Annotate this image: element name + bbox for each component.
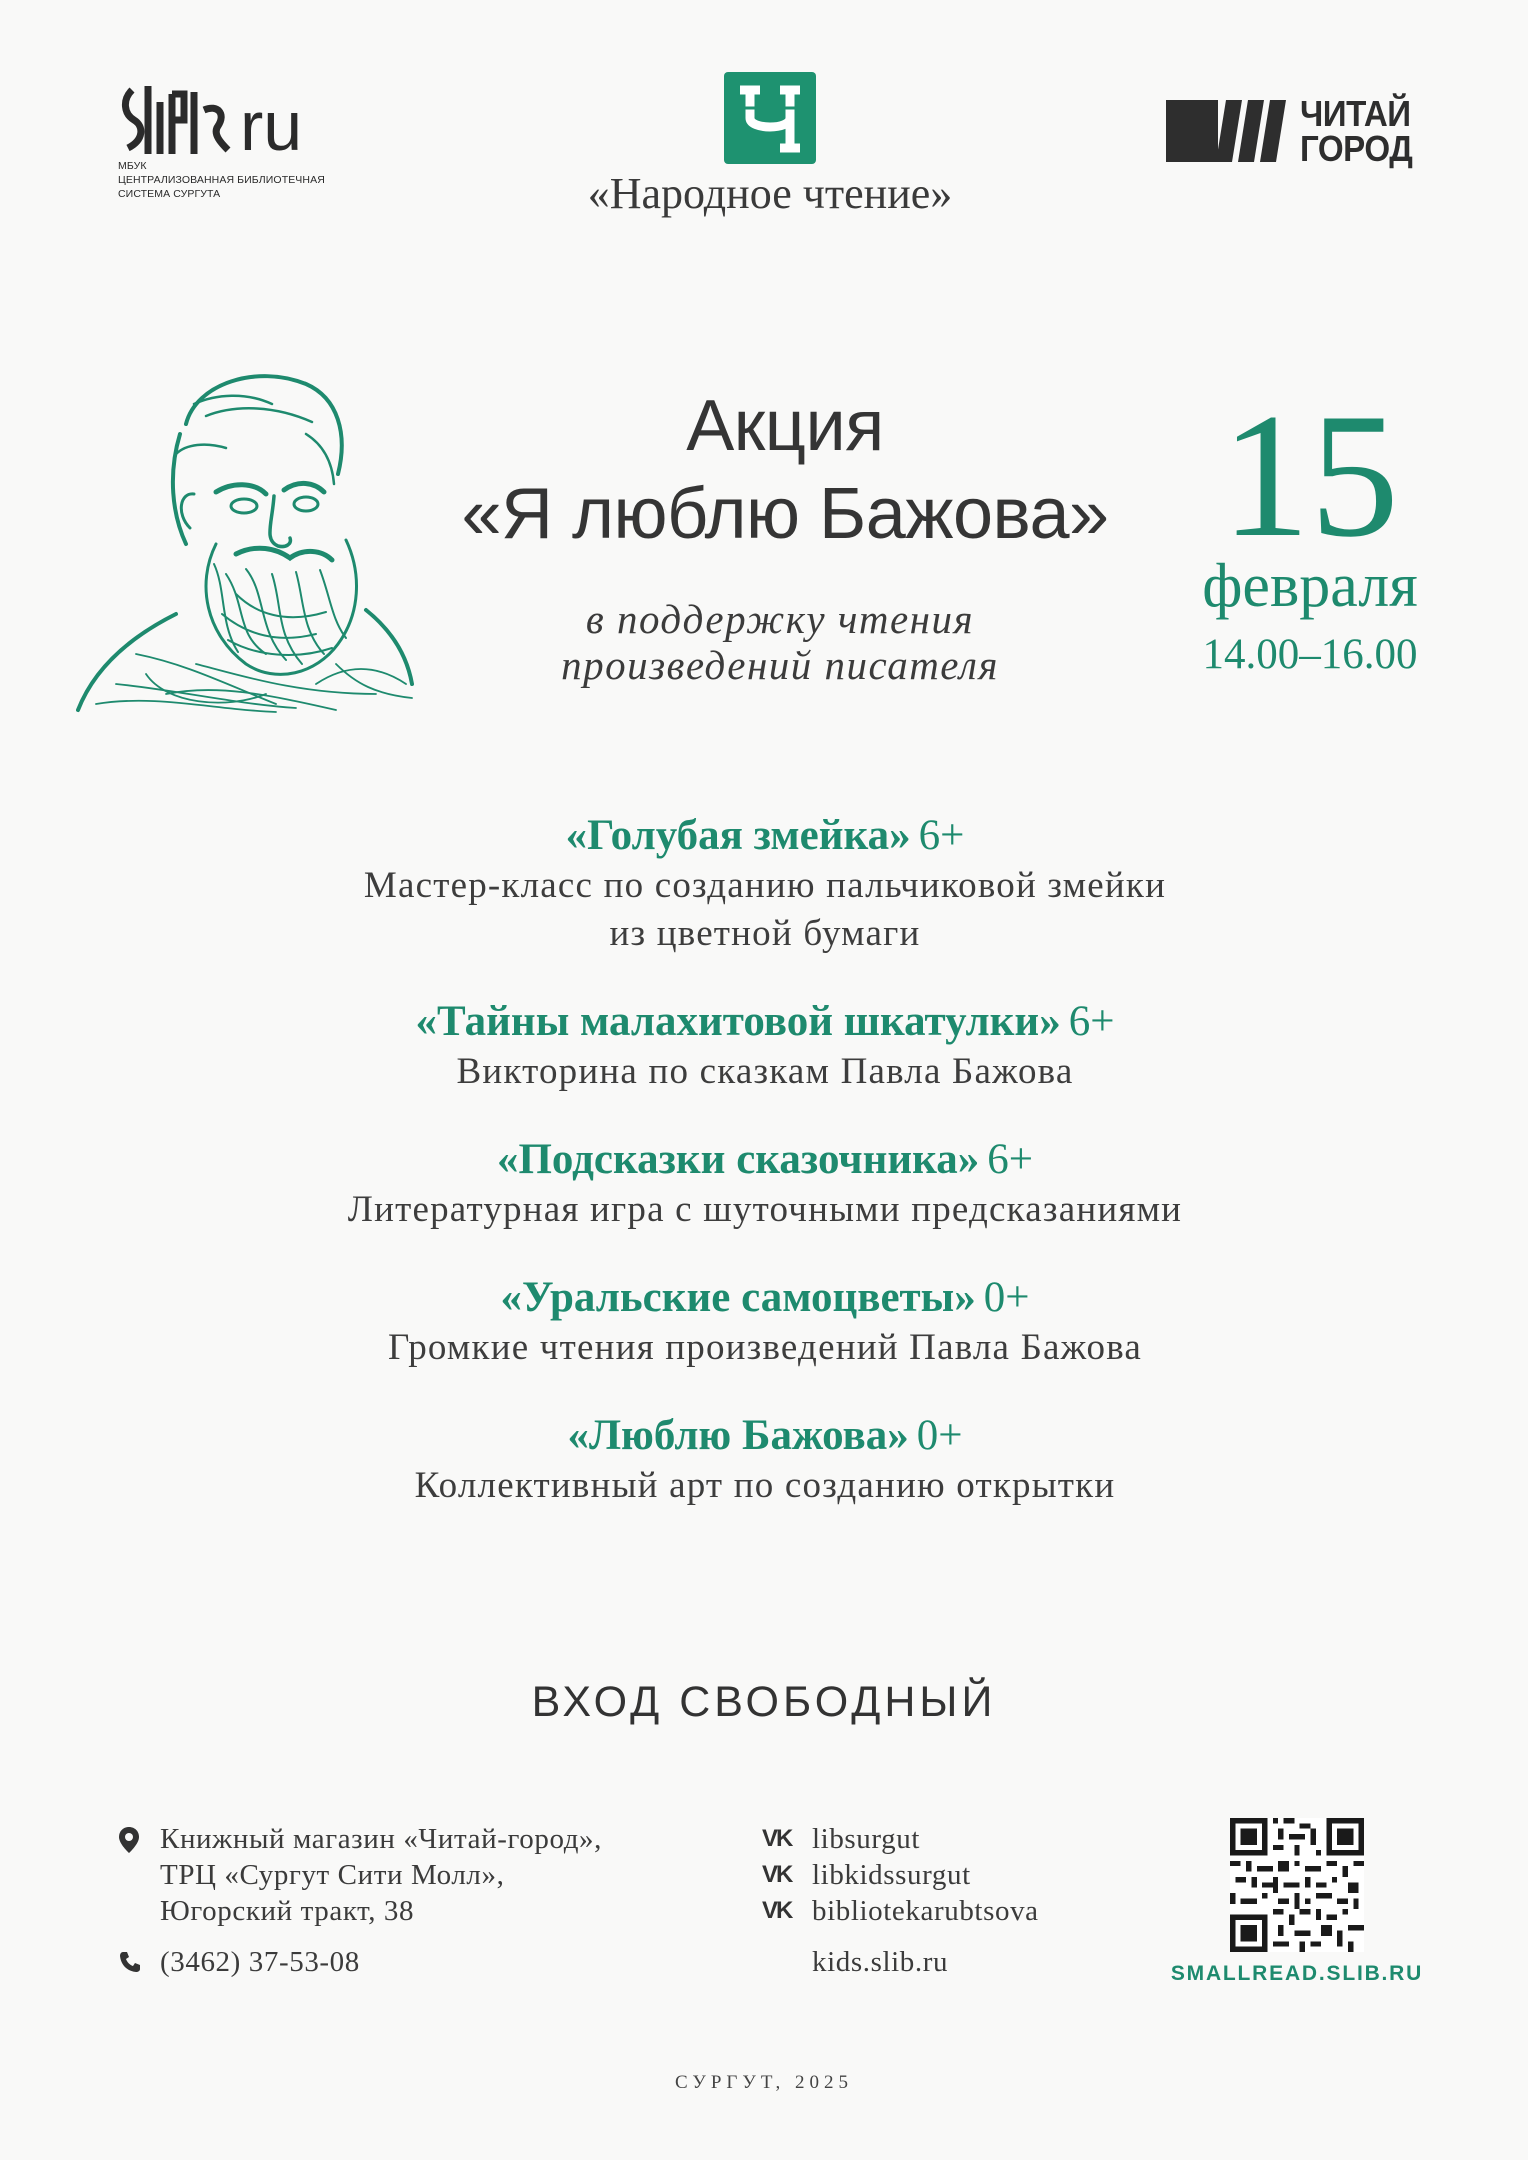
vk-icon: VK bbox=[762, 1825, 792, 1852]
address-line: Югорский тракт, 38 bbox=[160, 1895, 415, 1927]
program-item-desc: из цветной бумаги bbox=[609, 913, 921, 954]
event-subtitle-line1: в поддержку чтения bbox=[585, 596, 975, 642]
vk-link-row[interactable] bbox=[762, 1893, 1039, 1929]
vk-link[interactable]: bibliotekarubtsova bbox=[812, 1895, 1039, 1927]
program-item-desc: Громкие чтения произведений Павла Бажова bbox=[387, 1327, 1143, 1368]
slib-logo bbox=[118, 80, 363, 205]
event-day: 15 bbox=[1221, 376, 1399, 574]
age-rating: 6+ bbox=[918, 812, 965, 859]
event-title-line1: Акция bbox=[686, 386, 884, 466]
age-rating: 0+ bbox=[916, 1412, 963, 1459]
website-link[interactable]: kids.slib.ru bbox=[812, 1946, 949, 1978]
event-subtitle-line2: произведений писателя bbox=[561, 642, 999, 688]
vk-link-row[interactable] bbox=[762, 1857, 1039, 1893]
program-item bbox=[200, 1410, 1330, 1510]
bazhov-portrait bbox=[76, 364, 416, 716]
age-rating: 6+ bbox=[987, 1136, 1034, 1183]
event-month: февраля bbox=[1202, 552, 1418, 620]
slib-logo-mark bbox=[118, 80, 363, 158]
social-links bbox=[762, 1821, 1039, 1929]
project-logo bbox=[540, 72, 1000, 219]
program-list bbox=[200, 810, 1330, 1548]
free-entry-note: ВХОД СВОБОДНЫЙ bbox=[531, 1678, 997, 1726]
bookstore-logo-line1: ЧИТАЙ bbox=[1300, 93, 1411, 134]
age-rating: 6+ bbox=[1068, 998, 1115, 1045]
map-pin-icon bbox=[118, 1826, 140, 1854]
slib-logo-text: ru bbox=[240, 87, 303, 158]
contact-phone[interactable]: (3462) 37-53-08 bbox=[160, 1946, 360, 1978]
vk-link[interactable]: libkidssurgut bbox=[812, 1859, 971, 1891]
event-title bbox=[405, 382, 1165, 558]
program-item-title: «Тайны малахитовой шкатулки» bbox=[415, 998, 1061, 1045]
bookstore-logo bbox=[1166, 93, 1441, 170]
slib-subtitle-1: МБУК bbox=[118, 160, 147, 172]
address-line: Книжный магазин «Читай-город», bbox=[160, 1823, 603, 1855]
program-item bbox=[200, 996, 1330, 1096]
program-item-title: «Подсказки сказочника» bbox=[496, 1136, 980, 1183]
city-year: СУРГУТ, 2025 bbox=[674, 2072, 854, 2093]
address-line: ТРЦ «Сургут Сити Молл», bbox=[160, 1859, 505, 1891]
program-item-title: «Уральские самоцветы» bbox=[500, 1274, 976, 1321]
slib-subtitle-2: ЦЕНТРАЛИЗОВАННАЯ БИБЛИОТЕЧНАЯ bbox=[118, 174, 325, 186]
program-item bbox=[200, 1272, 1330, 1372]
vk-icon: VK bbox=[762, 1861, 792, 1888]
event-title-line2: «Я люблю Бажова» bbox=[461, 474, 1109, 554]
venue-address bbox=[160, 1821, 720, 1929]
program-item-desc: Мастер-класс по созданию пальчиковой змейки bbox=[363, 865, 1167, 906]
program-item-desc: Коллективный арт по созданию открытки bbox=[414, 1465, 1116, 1506]
bookstore-logo-line2: ГОРОД bbox=[1300, 128, 1413, 169]
age-rating: 0+ bbox=[983, 1274, 1030, 1321]
program-item-desc: Викторина по сказкам Павла Бажова bbox=[456, 1051, 1074, 1092]
bookstore-logo-mark bbox=[1166, 96, 1296, 166]
program-item-title: «Люблю Бажова» bbox=[567, 1412, 909, 1459]
program-item bbox=[200, 1134, 1330, 1234]
event-subtitle bbox=[480, 596, 1080, 688]
project-title: «Народное чтение» bbox=[587, 169, 953, 218]
project-logo-mark bbox=[724, 72, 816, 164]
program-item-title: «Голубая змейка» bbox=[565, 812, 911, 859]
event-time: 14.00–16.00 bbox=[1202, 631, 1418, 678]
slib-subtitle-3: СИСТЕМА СУРГУТА bbox=[118, 188, 221, 200]
vk-link-row[interactable] bbox=[762, 1821, 1039, 1857]
vk-link[interactable]: libsurgut bbox=[812, 1823, 920, 1855]
phone-icon bbox=[118, 1950, 142, 1974]
vk-icon: VK bbox=[762, 1897, 792, 1924]
program-item bbox=[200, 810, 1330, 958]
qr-caption[interactable]: SMALLREAD.SLIB.RU bbox=[1170, 1962, 1424, 1985]
qr-code[interactable] bbox=[1230, 1818, 1364, 1952]
program-item-desc: Литературная игра с шуточными предсказаниями bbox=[347, 1189, 1183, 1230]
